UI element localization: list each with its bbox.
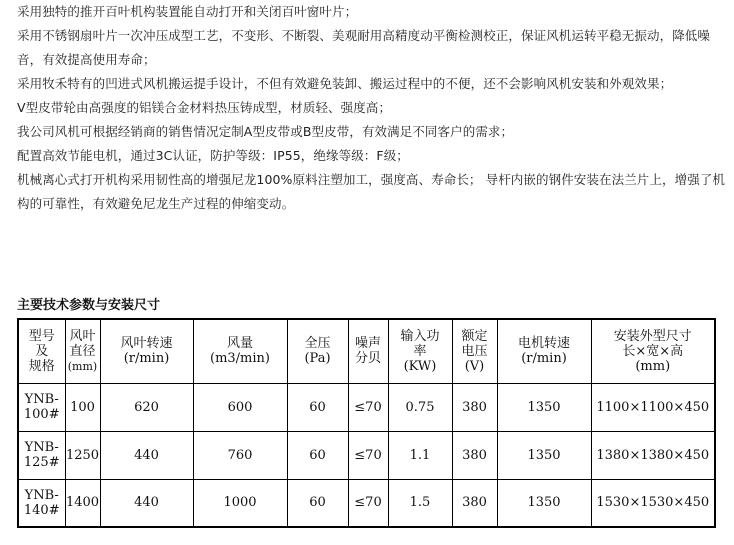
table-header-row <box>18 319 715 383</box>
header-airflow: 风量 (m3/min) <box>193 319 287 383</box>
feature-line: 我公司风机可根据经销商的销售情况定制A型皮带或B型皮带，有效满足不同客户的需求； <box>17 124 514 139</box>
header-install-dimensions: 安装外型尺寸 长×宽×高 (mm) <box>591 319 715 383</box>
feature-line: V型皮带轮由高强度的铝镁合金材料热压铸成型，材质轻、强度高； <box>17 100 392 115</box>
cell-motor-speed: 1350 <box>497 479 591 527</box>
cell-airflow: 600 <box>193 383 287 431</box>
cell-blade-speed: 440 <box>100 431 193 479</box>
header-rated-voltage: 额定 电压 (V) <box>452 319 497 383</box>
cell-blade-diameter: 100 <box>65 383 100 431</box>
feature-list <box>17 0 729 216</box>
cell-install-dimensions: 1530×1530×450 <box>591 479 715 527</box>
cell-pressure: 60 <box>287 431 348 479</box>
cell-blade-speed: 620 <box>100 383 193 431</box>
header-blade-speed: 风叶转速 (r/min) <box>100 319 193 383</box>
cell-motor-speed: 1350 <box>497 431 591 479</box>
feature-line: 采用独特的推开百叶机构装置能自动打开和关闭百叶窗叶片； <box>17 4 358 19</box>
cell-model: YNB- 100# <box>18 383 65 431</box>
cell-blade-diameter: 1250 <box>65 431 100 479</box>
cell-install-dimensions: 1380×1380×450 <box>591 431 715 479</box>
cell-airflow: 760 <box>193 431 287 479</box>
table-row <box>18 431 715 479</box>
cell-input-power: 1.5 <box>388 479 452 527</box>
cell-model: YNB- 140# <box>18 479 65 527</box>
feature-line: 采用不锈钢扇叶片一次冲压成型工艺，不变形、不断裂、美观耐用高精度动平衡检测校正，保证风机运转平稳无振动，降低噪音，有效提高使用寿命； <box>17 28 711 67</box>
cell-model: YNB- 125# <box>18 431 65 479</box>
cell-rated-voltage: 380 <box>452 479 497 527</box>
table-row <box>18 479 715 527</box>
spec-table <box>17 318 716 528</box>
cell-motor-speed: 1350 <box>497 383 591 431</box>
header-input-power: 输入功 率 (KW) <box>388 319 452 383</box>
cell-rated-voltage: 380 <box>452 431 497 479</box>
cell-input-power: 0.75 <box>388 383 452 431</box>
feature-line: 机械离心式打开机构采用韧性高的增强尼龙100%原料注塑加工，强度高、寿命长； 导杆内嵌的钢件安装在法兰片上，增强了机构的可靠性，有效避免尼龙生产过程的伸缩变动。 <box>17 172 726 211</box>
cell-pressure: 60 <box>287 383 348 431</box>
cell-pressure: 60 <box>287 479 348 527</box>
cell-rated-voltage: 380 <box>452 383 497 431</box>
cell-airflow: 1000 <box>193 479 287 527</box>
cell-install-dimensions: 1100×1100×450 <box>591 383 715 431</box>
header-blade-diameter: 风叶 直径 (mm) <box>65 319 100 383</box>
feature-line: 配置高效节能电机，通过3C认证，防护等级：IP55，绝缘等级：F级； <box>17 148 409 163</box>
cell-blade-speed: 440 <box>100 479 193 527</box>
section-title: 主要技术参数与安装尺寸 <box>17 298 161 313</box>
header-model: 型号 及 规格 <box>18 319 65 383</box>
header-noise: 噪声 分贝 <box>348 319 388 383</box>
cell-blade-diameter: 1400 <box>65 479 100 527</box>
cell-noise: ≤70 <box>348 479 388 527</box>
table-row <box>18 383 715 431</box>
header-pressure: 全压 (Pa) <box>287 319 348 383</box>
header-motor-speed: 电机转速 (r/min) <box>497 319 591 383</box>
cell-noise: ≤70 <box>348 383 388 431</box>
cell-noise: ≤70 <box>348 431 388 479</box>
feature-line: 采用牧禾特有的凹进式风机搬运提手设计，不但有效避免装卸、搬运过程中的不便，还不会影响风机安装和外观效果； <box>17 76 673 91</box>
cell-input-power: 1.1 <box>388 431 452 479</box>
